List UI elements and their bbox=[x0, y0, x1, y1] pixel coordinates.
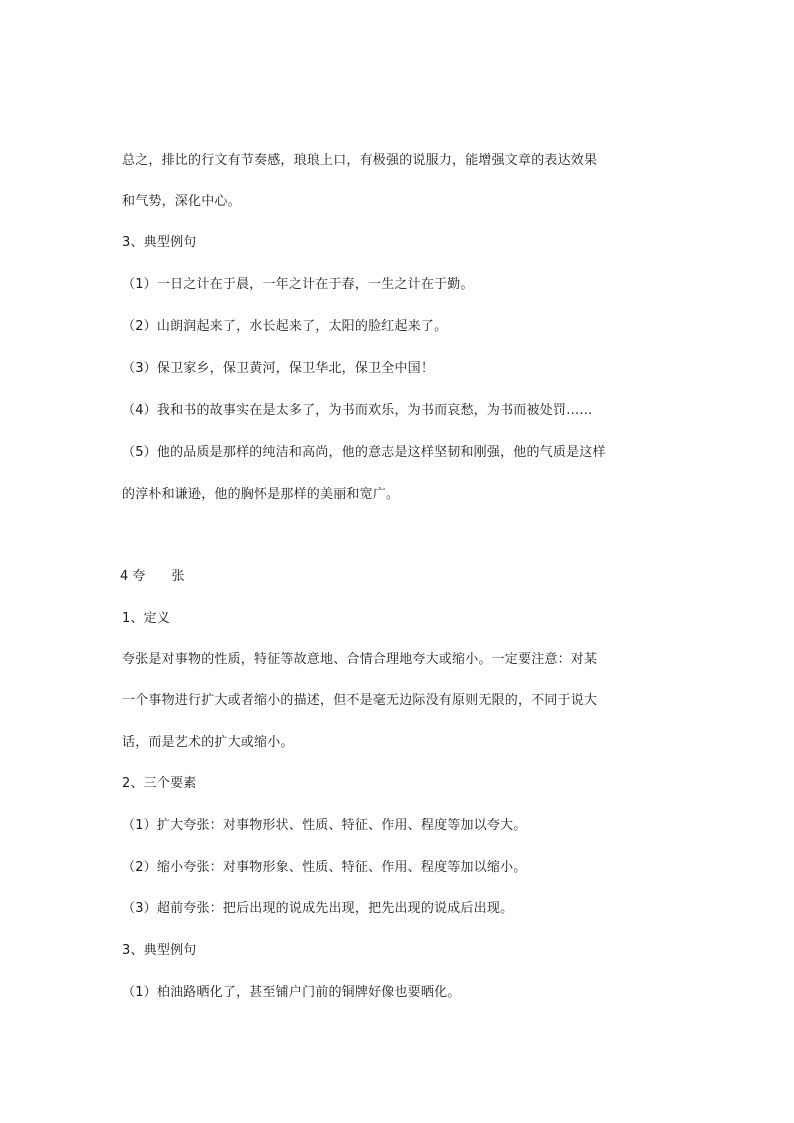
paragraph-line: 和气势，深化中心。 bbox=[122, 194, 241, 209]
definition-line: 夸张是对事物的性质，特征等故意地、合情合理地夸大或缩小。一定要注意：对某 bbox=[122, 652, 598, 667]
example-sentence: （2）山朗润起来了，水长起来了，太阳的脸红起来了。 bbox=[122, 319, 448, 334]
section-title-part: 夸 bbox=[132, 569, 146, 584]
section-heading: 3、典型例句 bbox=[122, 235, 197, 250]
subsection-heading: 3、典型例句 bbox=[122, 943, 197, 958]
definition-line: 话，而是艺术的扩大或缩小。 bbox=[122, 735, 294, 750]
section-title-part: 张 bbox=[171, 569, 185, 584]
definition-line: 一个事物进行扩大或者缩小的描述，但不是毫无边际没有原则无限的，不同于说大 bbox=[122, 693, 598, 708]
example-sentence: （1）柏油路晒化了，甚至铺户门前的铜牌好像也要晒化。 bbox=[122, 985, 461, 1000]
paragraph-line: 总之，排比的行文有节奏感，琅琅上口，有极强的说服力，能增强文章的表达效果 bbox=[122, 153, 598, 168]
subsection-heading: 1、定义 bbox=[122, 611, 171, 626]
element-item: （2）缩小夸张：对事物形象、性质、特征、作用、程度等加以缩小。 bbox=[122, 860, 527, 875]
example-sentence: （1）一日之计在于晨，一年之计在于春，一生之计在于勤。 bbox=[122, 277, 474, 292]
example-sentence: （3）保卫家乡，保卫黄河，保卫华北，保卫全中国！ bbox=[122, 361, 435, 376]
example-sentence: （5）他的品质是那样的纯洁和高尚，他的意志是这样坚韧和刚强，他的气质是这样 bbox=[122, 445, 606, 460]
section-number: 4 bbox=[120, 569, 129, 584]
example-sentence: 的淳朴和谦逊，他的胸怀是那样的美丽和宽广。 bbox=[122, 487, 400, 502]
section-title bbox=[120, 569, 680, 585]
example-sentence: （4）我和书的故事实在是太多了，为书而欢乐，为书而哀愁，为书而被处罚…… bbox=[122, 403, 593, 418]
subsection-heading: 2、三个要素 bbox=[122, 776, 197, 791]
element-item: （3）超前夸张：把后出现的说成先出现，把先出现的说成后出现。 bbox=[122, 901, 514, 916]
element-item: （1）扩大夸张：对事物形状、性质、特征、作用、程度等加以夸大。 bbox=[122, 818, 527, 833]
